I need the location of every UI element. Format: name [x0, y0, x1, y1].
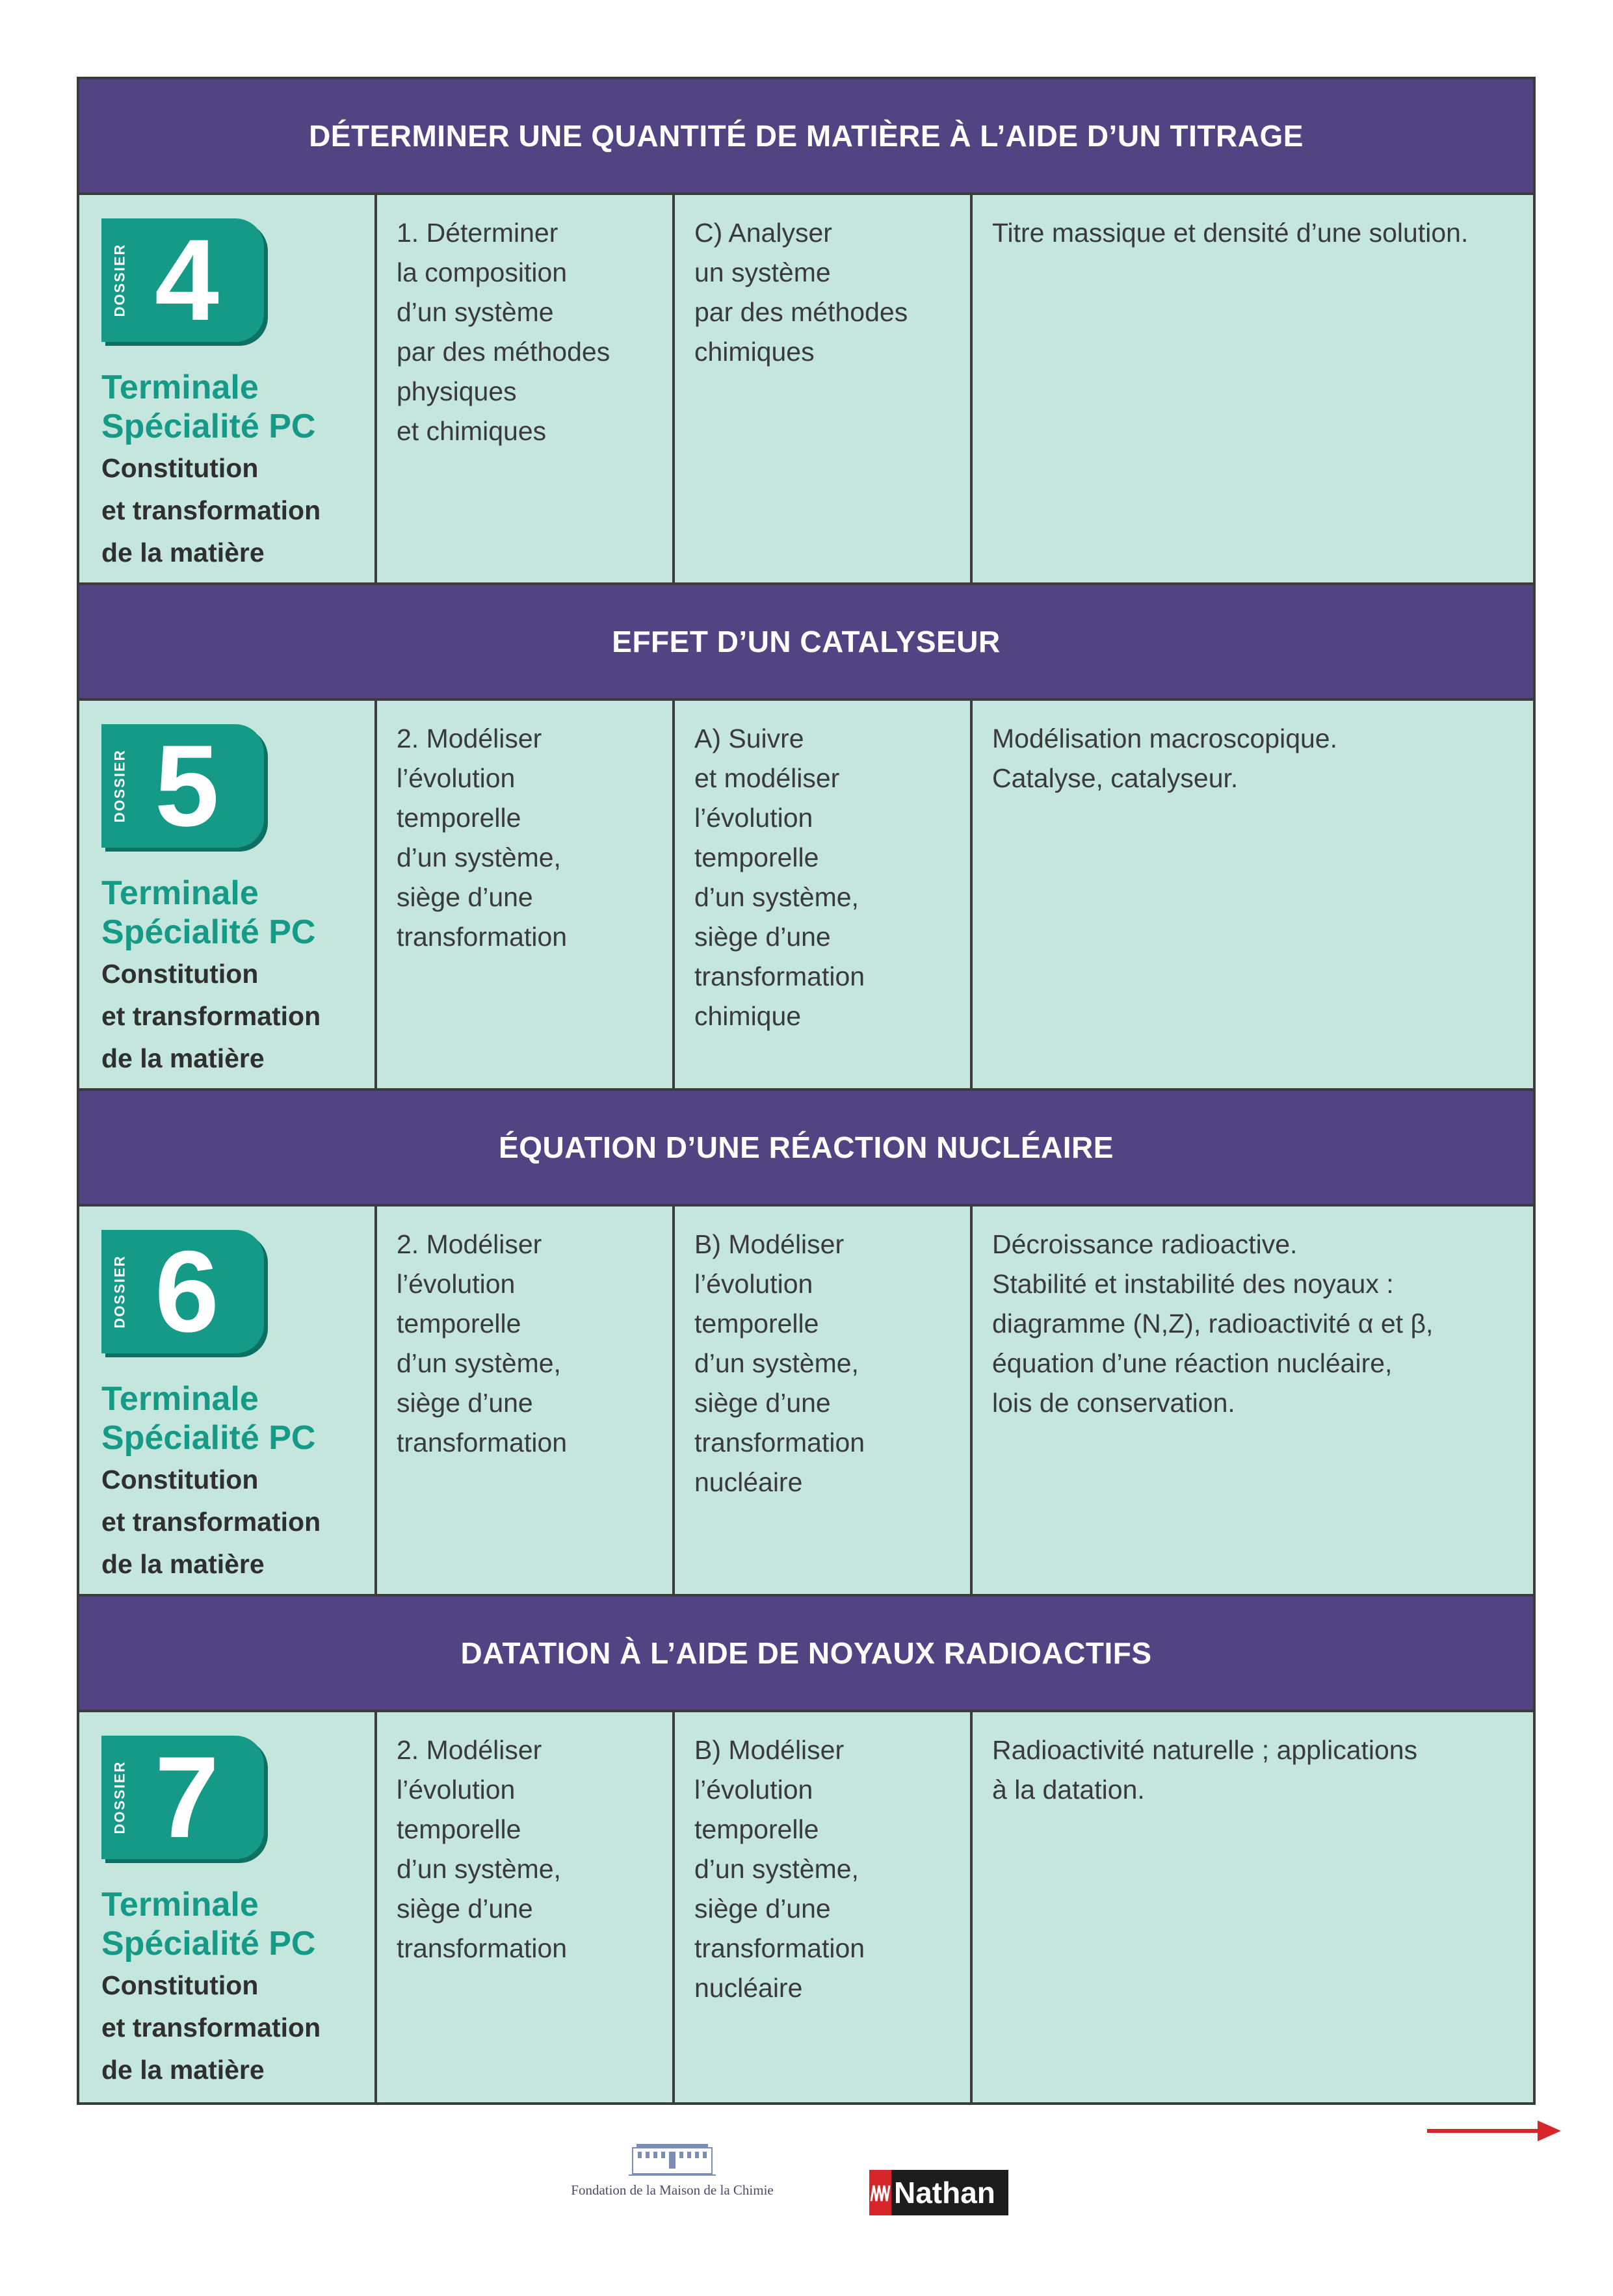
sub-notion-line: l’évolution: [694, 1269, 813, 1299]
sub-notion-line: nucléaire: [694, 1467, 803, 1497]
sub-notion-line: par des méthodes: [694, 297, 908, 327]
sub-notion-line: transformation: [694, 1933, 865, 1963]
theme-line: et transformation: [101, 1001, 321, 1031]
notion-line: transformation: [397, 1428, 568, 1457]
sub-notion-line: siège d’une: [694, 1388, 831, 1418]
dossier-label: DOSSIER: [111, 749, 128, 823]
dossier-row: [79, 195, 1533, 585]
dossier-number: 4: [155, 215, 219, 345]
sub-notion-line: A) Suivre: [694, 724, 804, 753]
theme-line: et transformation: [101, 2013, 321, 2042]
notion-line: l’évolution: [397, 763, 516, 793]
notion-line: siège d’une: [397, 1894, 533, 1924]
notion-line: d’un système,: [397, 842, 561, 872]
dossier-number: 6: [155, 1227, 219, 1356]
dossier-label: DOSSIER: [111, 243, 128, 317]
content-line: Radioactivité naturelle ; applications: [992, 1735, 1418, 1765]
notion-cell: [377, 195, 675, 582]
nathan-logo: [869, 2170, 1008, 2215]
content-line: diagramme (N,Z), radioactivité α et β,: [992, 1309, 1434, 1338]
notion-line: la composition: [397, 257, 568, 287]
content-line: équation d’une réaction nucléaire,: [992, 1348, 1393, 1378]
notion-line: par des méthodes: [397, 337, 610, 367]
dossier-cell: [79, 195, 377, 582]
section-title: EFFET D’UN CATALYSEUR: [79, 585, 1533, 701]
sub-notion-line: siège d’une: [694, 922, 831, 952]
sub-notion-line: transformation: [694, 1428, 865, 1457]
sub-notion-line: nucléaire: [694, 1973, 803, 2003]
notion-line: l’évolution: [397, 1269, 516, 1299]
notion-line: l’évolution: [397, 1775, 516, 1805]
notion-cell: [377, 1207, 675, 1594]
content-cell: [973, 1207, 1533, 1594]
sub-notion-line: d’un système,: [694, 1854, 859, 1884]
sub-notion-line: chimique: [694, 1001, 802, 1031]
notion-line: temporelle: [397, 1309, 521, 1338]
notion-line: transformation: [397, 1933, 568, 1963]
fondation-logo: [564, 2139, 780, 2198]
content-cell: [973, 1712, 1533, 2102]
dossier-block: [79, 79, 1533, 585]
level-line: Spécialité PC: [101, 1419, 316, 1457]
theme-line: et transformation: [101, 495, 321, 525]
sub-notion-line: B) Modéliser: [694, 1229, 845, 1259]
content-cell: [973, 195, 1533, 582]
level-line: Spécialité PC: [101, 913, 316, 951]
sub-notion-line: d’un système,: [694, 1348, 859, 1378]
dossier-block: [79, 1091, 1533, 1597]
notion-line: siège d’une: [397, 1388, 533, 1418]
dossier-label: DOSSIER: [111, 1760, 128, 1834]
content-line: Décroissance radioactive.: [992, 1229, 1298, 1259]
theme-line: Constitution: [101, 1465, 259, 1494]
theme-line: de la matière: [101, 1043, 265, 1073]
dossier-row: [79, 1712, 1533, 2102]
dossier-number: 7: [155, 1732, 219, 1862]
notion-line: 2. Modéliser: [397, 1229, 542, 1259]
section-title: ÉQUATION D’UNE RÉACTION NUCLÉAIRE: [79, 1091, 1533, 1207]
notion-line: transformation: [397, 922, 568, 952]
nathan-mark-icon: [869, 2170, 891, 2215]
dossier-cell: [79, 701, 377, 1088]
theme-line: de la matière: [101, 1549, 265, 1579]
content-line: Stabilité et instabilité des noyaux :: [992, 1269, 1394, 1299]
notion-line: physiques: [397, 376, 517, 406]
theme-line: Constitution: [101, 453, 259, 483]
content-line: lois de conservation.: [992, 1388, 1235, 1418]
level-line: Spécialité PC: [101, 408, 316, 445]
notion-line: d’un système,: [397, 1348, 561, 1378]
notion-cell: [377, 1712, 675, 2102]
arrow-right-icon[interactable]: [1427, 2118, 1570, 2144]
dossier-badge: [101, 1732, 264, 1862]
notion-line: et chimiques: [397, 416, 547, 446]
level-line: Terminale: [101, 369, 259, 406]
sub-notion-cell: [675, 1712, 973, 2102]
sub-notion-line: l’évolution: [694, 803, 813, 833]
sub-notion-cell: [675, 1207, 973, 1594]
level-line: Spécialité PC: [101, 1925, 316, 1963]
level-line: Terminale: [101, 1380, 259, 1418]
fondation-label: Fondation de la Maison de la Chimie: [571, 2182, 774, 2198]
dossier-number: 5: [155, 721, 219, 850]
dossier-label: DOSSIER: [111, 1255, 128, 1329]
content-line: Titre massique et densité d’une solution.: [992, 218, 1469, 248]
notion-cell: [377, 701, 675, 1088]
notion-line: 1. Déterminer: [397, 218, 558, 248]
content-line: Catalyse, catalyseur.: [992, 763, 1239, 793]
content-line: Modélisation macroscopique.: [992, 724, 1337, 753]
sub-notion-line: temporelle: [694, 842, 819, 872]
notion-line: d’un système,: [397, 1854, 561, 1884]
theme-line: de la matière: [101, 2055, 265, 2085]
theme-line: de la matière: [101, 538, 265, 567]
section-title: DATATION À L’AIDE DE NOYAUX RADIOACTIFS: [79, 1597, 1533, 1712]
sub-notion-line: B) Modéliser: [694, 1735, 845, 1765]
level-line: Terminale: [101, 874, 259, 912]
sub-notion-line: et modéliser: [694, 763, 840, 793]
sub-notion-line: l’évolution: [694, 1775, 813, 1805]
sub-notion-line: temporelle: [694, 1309, 819, 1338]
dossier-row: [79, 701, 1533, 1091]
dossier-row: [79, 1207, 1533, 1597]
sub-notion-cell: [675, 195, 973, 582]
dossier-badge: [101, 215, 264, 345]
dossier-badge: [101, 721, 264, 850]
sub-notion-cell: [675, 701, 973, 1088]
level-line: Terminale: [101, 1886, 259, 1924]
notion-line: 2. Modéliser: [397, 724, 542, 753]
nathan-label: Nathan: [894, 2176, 995, 2210]
sub-notion-line: un système: [694, 257, 831, 287]
dossier-cell: [79, 1712, 377, 2102]
notion-line: d’un système: [397, 297, 554, 327]
notion-line: temporelle: [397, 1814, 521, 1844]
dossier-cell: [79, 1207, 377, 1594]
dossier-block: [79, 585, 1533, 1091]
notion-line: siège d’une: [397, 882, 533, 912]
fondation-building-icon: [623, 2139, 721, 2179]
sub-notion-line: transformation: [694, 961, 865, 991]
theme-line: et transformation: [101, 1507, 321, 1537]
dossier-badge: [101, 1227, 264, 1356]
content-cell: [973, 701, 1533, 1088]
sub-notion-line: C) Analyser: [694, 218, 832, 248]
section-title: DÉTERMINER UNE QUANTITÉ DE MATIÈRE À L’AIDE D’UN TITRAGE: [79, 79, 1533, 195]
sub-notion-line: d’un système,: [694, 882, 859, 912]
content-line: à la datation.: [992, 1775, 1145, 1805]
sub-notion-line: siège d’une: [694, 1894, 831, 1924]
theme-line: Constitution: [101, 1970, 259, 2000]
notion-line: temporelle: [397, 803, 521, 833]
sub-notion-line: chimiques: [694, 337, 815, 367]
notion-line: 2. Modéliser: [397, 1735, 542, 1765]
theme-line: Constitution: [101, 959, 259, 989]
dossier-block: [79, 1597, 1533, 2102]
sub-notion-line: temporelle: [694, 1814, 819, 1844]
curriculum-table: [77, 77, 1536, 2105]
